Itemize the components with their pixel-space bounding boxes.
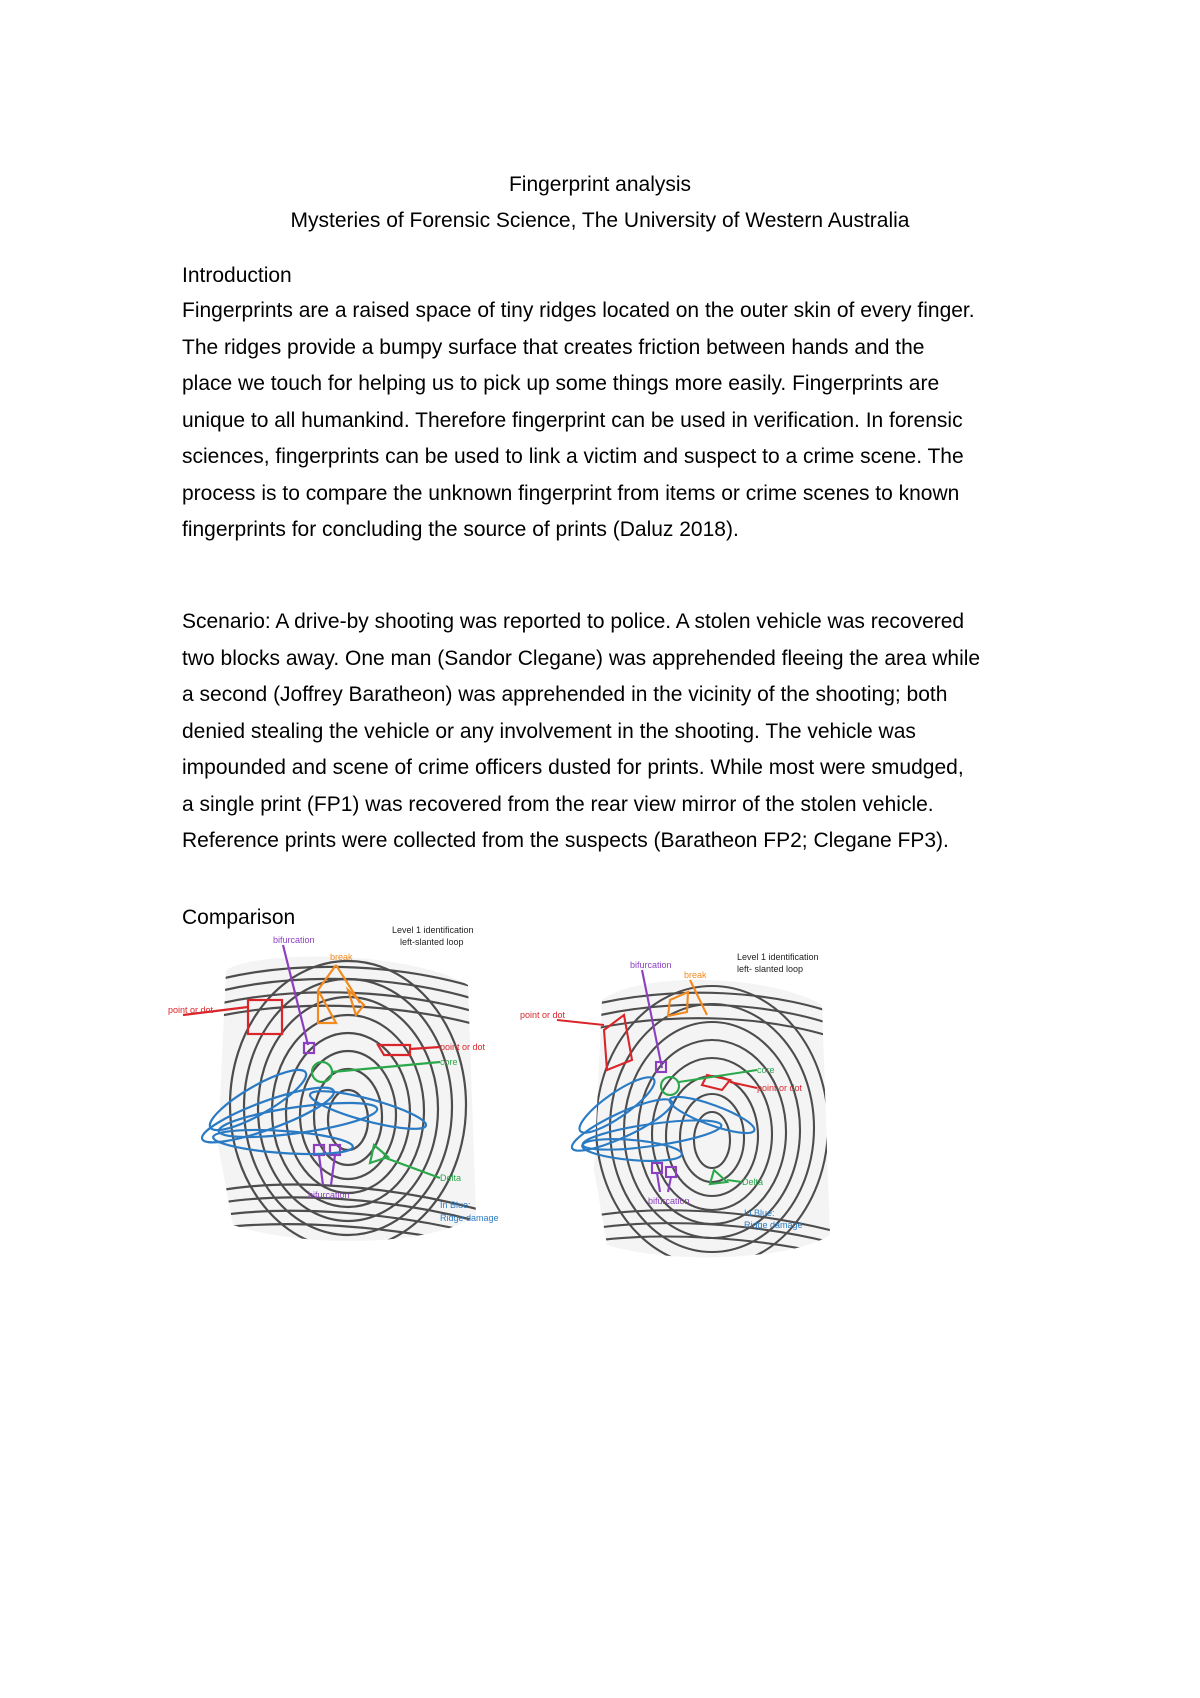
scenario-line: Reference prints were collected from the suspects (Baratheon FP2; Clegane FP3).	[182, 829, 949, 852]
introduction-line: process is to compare the unknown fingerprint from items or crime scenes to known	[182, 481, 960, 505]
label-bifurcation-bottom: bifurcation	[308, 1190, 350, 1200]
label-bifurcation-bottom: bifurcation	[648, 1196, 690, 1206]
scenario-line: impounded and scene of crime officers dusted for prints. While most were smudged,	[182, 756, 964, 779]
fingerprint-figure-left-svg	[168, 925, 558, 1285]
document-subtitle: Mysteries of Forensic Science, The University of Western Australia	[290, 209, 910, 232]
ridge-pattern	[572, 970, 852, 1270]
label-level: Level 1 identification	[392, 925, 474, 935]
label-pattern: left-slanted loop	[400, 937, 464, 947]
fingerprint-figure-left	[168, 925, 558, 1285]
label-bifurcation-top: bifurcation	[273, 935, 315, 945]
label-delta: Delta	[742, 1177, 764, 1187]
introduction-heading: Introduction	[182, 264, 292, 287]
label-delta: Delta	[440, 1173, 462, 1183]
introduction-line: fingerprints for concluding the source of prints (Daluz 2018).	[182, 518, 739, 541]
label-level: Level 1 identification	[737, 952, 819, 962]
fingerprint-figure-right-svg	[520, 952, 932, 1290]
label-point-left: point or dot	[520, 1010, 566, 1020]
label-ridge-damage: Ridge damage	[744, 1220, 803, 1230]
introduction-line: sciences, fingerprints can be used to link a victim and suspect to a crime scene. The	[182, 445, 964, 468]
introduction-line: The ridges provide a bumpy surface that creates friction between hands and the	[182, 335, 925, 359]
introduction-line: unique to all humankind. Therefore fingerprint can be used in verification. In forensic	[182, 408, 963, 432]
introduction-paragraph	[182, 293, 1042, 549]
scenario-line: Scenario: A drive-by shooting was reported to police. A stolen vehicle was recovered	[182, 610, 965, 633]
scenario-line: a single print (FP1) was recovered from the rear view mirror of the stolen vehicle.	[182, 792, 934, 816]
label-point-right: point or dot	[757, 1083, 803, 1093]
label-break: break	[684, 970, 707, 980]
label-ridge-damage: Ridge damage	[440, 1213, 499, 1223]
scenario-paragraph	[182, 604, 1042, 860]
scenario-line: two blocks away. One man (Sandor Clegane) was apprehended fleeing the area while	[182, 646, 981, 670]
introduction-line: place we touch for helping us to pick up some things more easily. Fingerprints are	[182, 372, 940, 395]
introduction-line: Fingerprints are a raised space of tiny ridges located on the outer skin of every finger.	[182, 299, 975, 322]
label-core: core	[440, 1057, 458, 1067]
label-pattern: left- slanted loop	[737, 964, 804, 974]
document-title: Fingerprint analysis	[508, 173, 692, 196]
scenario-line: a second (Joffrey Baratheon) was apprehended in the vicinity of the shooting; both	[182, 683, 948, 706]
label-bifurcation-top: bifurcation	[630, 960, 672, 970]
fingerprint-figure-right	[520, 952, 932, 1290]
label-core: core	[757, 1065, 775, 1075]
label-point-right: point or dot	[440, 1042, 486, 1052]
label-break: break	[330, 952, 353, 962]
label-point-left: point or dot	[168, 1005, 214, 1015]
scenario-line: denied stealing the vehicle or any involvement in the shooting. The vehicle was	[182, 719, 916, 743]
comparison-heading: Comparison	[182, 906, 296, 929]
label-in-blue: In Blue:	[440, 1200, 471, 1210]
label-in-blue: In Blue:	[744, 1208, 775, 1218]
